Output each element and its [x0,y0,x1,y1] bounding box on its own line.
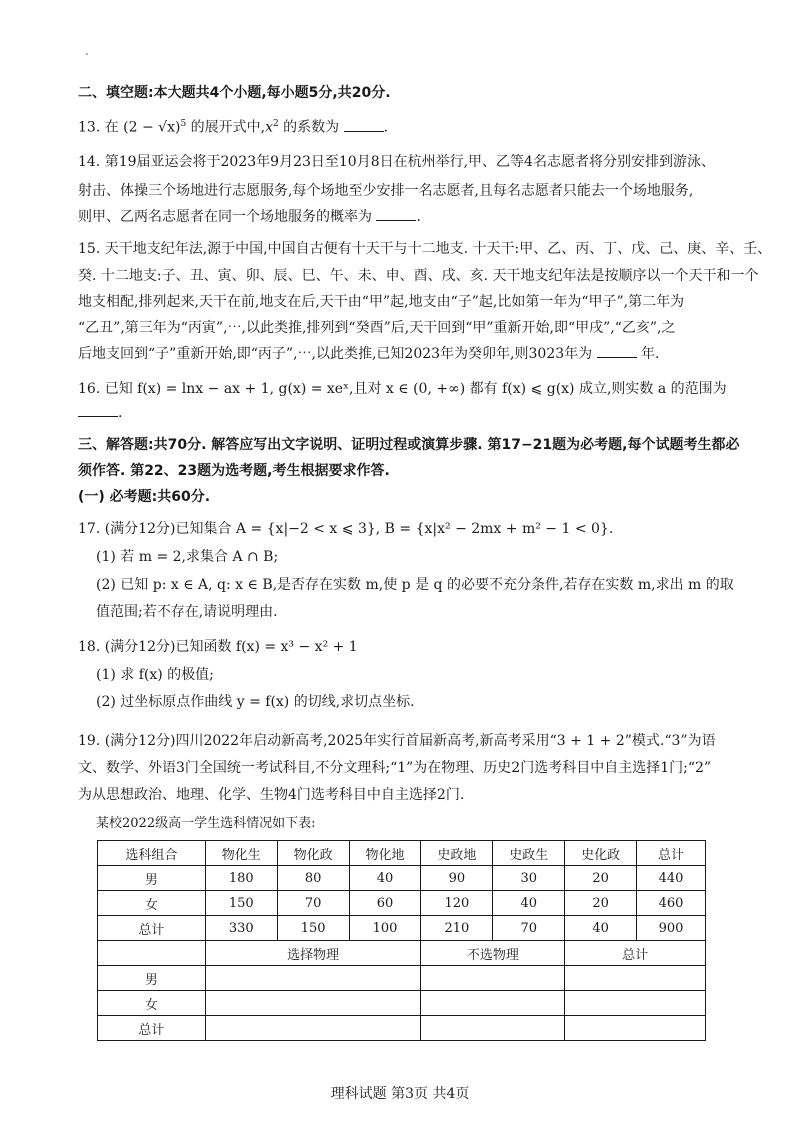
section3-heading-line1: 三、解答题:共70分. 解答应写出文字说明、证明过程或演算步骤. 第17−21题为必考题,每个试题考生都必 [78,437,740,453]
question-15-line5: 后地支回到“子”重新开始,即“丙子”,⋯,以此类推,已知2023年为癸卯年,则3023年为 年. [78,346,660,362]
table-header-cell: 物化地 [349,841,421,866]
table-cell: 70 [277,891,349,916]
question-19-line2: 文、数学、外语3门全国统一考试科目,不分文理科;“1”为在物理、历史2门选考科目中自主选择1门;“2” [78,760,712,776]
table-cell: 40 [349,866,421,891]
table-cell: 150 [277,916,349,941]
contingency-row-label: 总计 [98,1016,206,1041]
table-cell: 60 [349,891,421,916]
table-cell: 210 [421,916,493,941]
section2-heading: 二、填空题:本大题共4个小题,每小题5分,共20分. [78,85,391,101]
question-15-line4: “乙丑”,第三年为“丙寅”,⋯,以此类推,排列到“癸酉”后,天干回到“甲”重新开始,即“甲戌”,“乙亥”,之 [78,320,676,336]
question-14-line3: 则甲、乙两名志愿者在同一个场地服务的概率为 . [78,209,421,225]
contingency-header-row [98,941,706,966]
question-14-line1: 14. 第19届亚运会将于2023年9月23日至10月8日在杭州举行,甲、乙等4名志愿者将分别安排到游泳、 [78,154,715,170]
scan-speck [86,53,88,55]
table-cell: 40 [565,916,637,941]
selection-table [97,840,706,1041]
table-cell: 20 [565,866,637,891]
table-header-cell: 物化政 [277,841,349,866]
table-cell: 70 [493,916,565,941]
contingency-row [98,1016,706,1041]
contingency-row-label: 男 [98,966,206,991]
section3-heading-line2: 须作答. 第22、23题为选考题,考生根据要求作答. [78,463,390,479]
question-15-line1: 15. 天干地支纪年法,源于中国,中国自古便有十天干与十二地支. 十天干:甲、乙、丙、丁、戊、己、庚、辛、壬、 [78,241,772,257]
contingency-row [98,966,706,991]
contingency-fill-cell[interactable] [421,966,565,991]
question-16-line2: . [78,404,122,422]
contingency-fill-cell[interactable] [565,1016,706,1041]
table-cell: 100 [349,916,421,941]
contingency-fill-cell[interactable] [205,991,421,1016]
question-17-part2-line1: (2) 已知 p: x ∈ A, q: x ∈ B,是否存在实数 m,使 p 是 q 的必要不充分条件,若存在实数 m,求出 m 的取 [96,577,734,593]
table-cell: 80 [277,866,349,891]
table-cell: 900 [637,916,706,941]
answer-blank[interactable] [376,208,416,221]
table-cell: 180 [205,866,277,891]
question-14-line2: 射击、体操三个场地进行志愿服务,每个场地至少安排一名志愿者,且每名志愿者只能去一个场地服务, [78,183,694,199]
table-cell: 女 [98,891,206,916]
table-cell: 440 [637,866,706,891]
table-cell: 150 [205,891,277,916]
table-cell: 330 [205,916,277,941]
table-cell: 20 [565,891,637,916]
table-row [98,891,706,916]
contingency-fill-cell[interactable] [421,1016,565,1041]
question-19-table-caption: 某校2022级高一学生选科情况如下表: [96,816,316,831]
answer-blank[interactable] [344,119,384,132]
contingency-fill-cell[interactable] [205,966,421,991]
contingency-fill-cell[interactable] [565,991,706,1016]
table-cell: 30 [493,866,565,891]
table-header-cell: 物化生 [205,841,277,866]
contingency-row [98,991,706,1016]
question-19-line1: 19. (满分12分)四川2022年启动新高考,2025年实行首届新高考,新高考采用“3 + 1 + 2”模式.“3”为语 [78,733,716,749]
answer-blank[interactable] [597,345,637,358]
contingency-header-cell: 选择物理 [205,941,421,966]
table-header-cell: 选科组合 [98,841,206,866]
answer-blank[interactable] [78,404,118,417]
question-17-stem: 17. (满分12分)已知集合 A = {x|−2 < x ⩽ 3}, B = {x|x² − 2mx + m² − 1 < 0}. [78,521,614,537]
table-header-row [98,841,706,866]
contingency-fill-cell[interactable] [205,1016,421,1041]
question-18-part1: (1) 求 f(x) 的极值; [96,667,214,683]
question-18-stem: 18. (满分12分)已知函数 f(x) = x³ − x² + 1 [78,639,358,655]
table-cell: 总计 [98,916,206,941]
question-19-line3: 为从思想政治、地理、化学、生物4门选考科目中自主选择2门. [78,787,465,803]
question-18-part2: (2) 过坐标原点作曲线 y = f(x) 的切线,求切点坐标. [96,694,415,710]
contingency-fill-cell[interactable] [565,966,706,991]
table-cell: 460 [637,891,706,916]
table-header-cell: 史政生 [493,841,565,866]
table-cell-empty [98,941,206,966]
table-cell: 40 [493,891,565,916]
table-row [98,866,706,891]
table-cell: 120 [421,891,493,916]
question-15-line3: 地支相配,排列起来,天干在前,地支在后,天干由“甲”起,地支由“子”起,比如第一年为“甲子”,第二年为 [78,294,685,310]
table-header-cell: 总计 [637,841,706,866]
table-cell: 男 [98,866,206,891]
question-17-part1: (1) 若 m = 2,求集合 A ∩ B; [96,549,279,565]
table-cell: 90 [421,866,493,891]
contingency-fill-cell[interactable] [421,991,565,1016]
contingency-header-cell: 总计 [565,941,706,966]
question-16-line1: 16. 已知 f(x) = lnx − ax + 1, g(x) = xeˣ,且对 x ∈ (0, +∞) 都有 f(x) ⩽ g(x) 成立,则实数 a 的范围为 [78,381,727,397]
question-15-line2: 癸. 十二地支:子、丑、寅、卯、辰、巳、午、未、申、酉、戌、亥. 天干地支纪年法是按顺序以一个天干和一个 [78,268,759,284]
page-footer: 理科试题 第3页 共4页 [330,1086,470,1102]
table-row [98,916,706,941]
question-17-part2-line2: 值范围;若不存在,请说明理由. [96,604,278,620]
contingency-header-cell: 不选物理 [421,941,565,966]
section3-subheading: (一) 必考题:共60分. [78,489,211,505]
table-header-cell: 史化政 [565,841,637,866]
contingency-row-label: 女 [98,991,206,1016]
question-13: 13. 在 $(2 - √x)^5$ 的展开式中$,x^2$ 的系数为 . [78,119,389,136]
table-header-cell: 史政地 [421,841,493,866]
